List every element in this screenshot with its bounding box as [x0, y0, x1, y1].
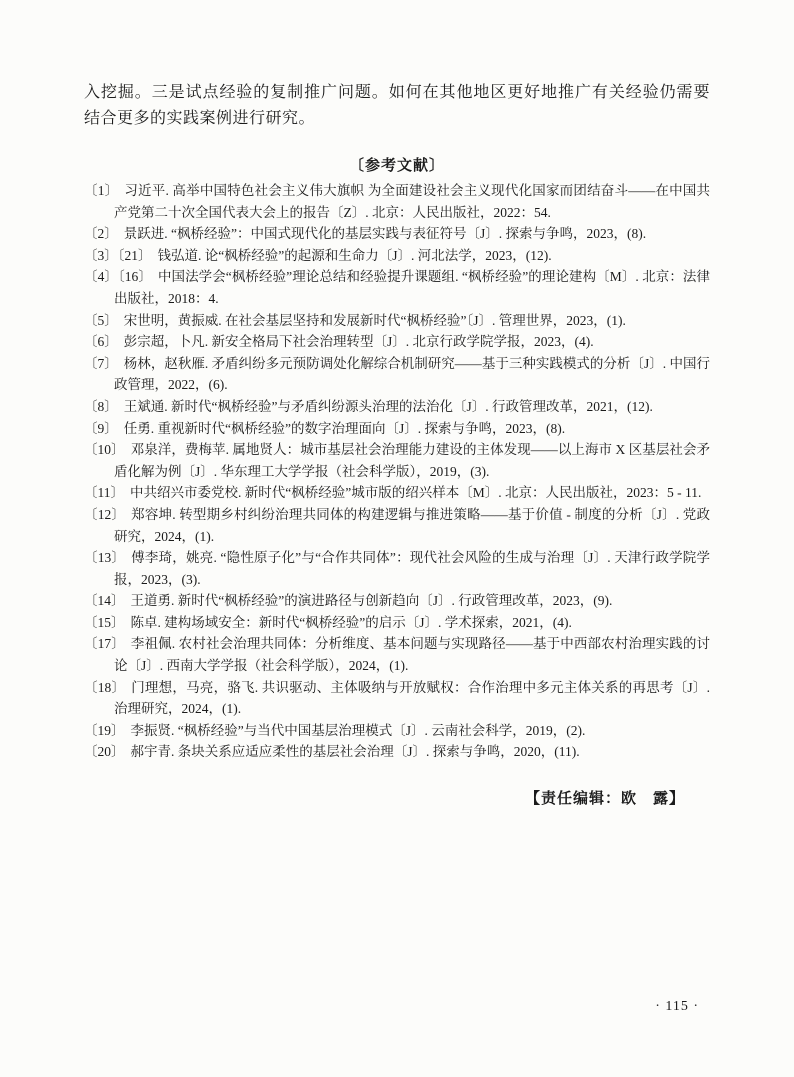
reference-text: 郑容坤. 转型期乡村纠纷治理共同体的构建逻辑与推进策略——基于价值 - 制度的分析〔J〕. 党政研究，2024，(1). — [114, 506, 711, 544]
reference-label: 〔18〕 — [84, 679, 126, 695]
reference-label: 〔19〕 — [84, 722, 125, 738]
reference-item — [84, 720, 710, 742]
reference-text: 景跃进. “枫桥经验”：中国式现代化的基层实践与表征符号〔J〕. 探索与争鸣，2023，(8). — [123, 226, 647, 242]
reference-text: 李振贤. “枫桥经验”与当代中国基层治理模式〔J〕. 云南社会科学，2019，(2). — [130, 722, 586, 738]
reference-text: 彭宗超，卜凡. 新安全格局下社会治理转型〔J〕. 北京行政学院学报，2023，(4). — [123, 334, 594, 350]
reference-item — [84, 547, 710, 590]
reference-label: 〔15〕 — [84, 614, 125, 630]
reference-label: 〔7〕 — [84, 355, 118, 371]
reference-label: 〔4〕〔16〕 — [84, 269, 152, 285]
reference-item — [84, 331, 710, 353]
reference-text: 任勇. 重视新时代“枫桥经验”的数字治理面向〔J〕. 探索与争鸣，2023，(8). — [123, 420, 566, 436]
reference-label: 〔5〕 — [84, 312, 118, 328]
references-list — [84, 180, 710, 763]
reference-item — [84, 396, 710, 418]
reference-text: 王斌通. 新时代“枫桥经验”与矛盾纠纷源头治理的法治化〔J〕. 行政管理改革，2021，(12). — [123, 398, 653, 414]
reference-label: 〔3〕〔21〕 — [84, 247, 152, 263]
reference-item — [84, 504, 710, 547]
reference-text: 傅李琦，姚亮. “隐性原子化”与“合作共同体”：现代社会风险的生成与治理〔J〕. 天津行政学院学报，2023，(3). — [114, 550, 711, 587]
reference-item — [84, 677, 710, 720]
reference-item — [84, 353, 710, 396]
reference-label: 〔13〕 — [84, 550, 126, 566]
reference-label: 〔12〕 — [84, 506, 126, 522]
reference-text: 习近平. 高举中国特色社会主义伟大旗帜 为全面建设社会主义现代化国家而团结奋斗——在中国共产党第二十次全国代表大会上的报告〔Z〕. 北京：人民出版社，2022：54. — [114, 183, 710, 220]
reference-text: 邓泉洋，费梅苹. 属地贤人：城市基层社会治理能力建设的主体发现——以上海市 X 区基层社会矛盾化解为例〔J〕. 华东理工大学学报（社会科学版），2019，(3). — [114, 442, 711, 479]
reference-item — [84, 590, 710, 612]
page-number: · 115 · — [655, 999, 699, 1014]
editor-note: 【责任编辑：欧 露】 — [524, 790, 685, 808]
reference-text: 门理想，马亮，骆飞. 共识驱动、主体吸纳与开放赋权：合作治理中多元主体关系的再思考〔J〕. 治理研究，2024，(1). — [114, 679, 710, 717]
reference-label: 〔20〕 — [84, 744, 125, 760]
reference-label: 〔9〕 — [84, 420, 118, 436]
reference-item — [84, 266, 710, 309]
reference-label: 〔17〕 — [84, 636, 125, 652]
reference-label: 〔10〕 — [84, 442, 125, 458]
reference-text: 李祖佩. 农村社会治理共同体：分析维度、基本问题与实现路径——基于中西部农村治理实践的讨论〔J〕. 西南大学学报（社会科学版），2024，(1). — [114, 636, 711, 674]
reference-text: 郝宇青. 条块关系应适应柔性的基层社会治理〔J〕. 探索与争鸣，2020，(11). — [130, 744, 580, 760]
reference-item — [84, 439, 710, 482]
reference-text: 宋世明，黄振威. 在社会基层坚持和发展新时代“枫桥经验”〔J〕. 管理世界，2023，(1). — [123, 312, 626, 328]
reference-item — [84, 418, 710, 440]
reference-item — [84, 482, 710, 504]
reference-label: 〔1〕 — [84, 183, 119, 198]
reference-text: 中国法学会“枫桥经验”理论总结和经验提升课题组. “枫桥经验”的理论建构〔M〕. 北京：法律出版社，2018：4. — [114, 269, 710, 306]
reference-item — [84, 612, 710, 634]
reference-item — [84, 633, 710, 676]
reference-label: 〔2〕 — [84, 226, 118, 242]
reference-text: 钱弘道. 论“枫桥经验”的起源和生命力〔J〕. 河北法学，2023，(12). — [157, 247, 552, 263]
reference-item — [84, 223, 710, 245]
references-heading: 〔参考文献〕 — [348, 158, 445, 174]
reference-label: 〔11〕 — [84, 485, 124, 501]
reference-item — [84, 180, 710, 223]
reference-text: 陈卓. 建构场域安全：新时代“枫桥经验”的启示〔J〕. 学术探索，2021，(4). — [130, 614, 572, 630]
reference-text: 杨林，赵秋雁. 矛盾纠纷多元预防调处化解综合机制研究——基于三种实践模式的分析〔J〕. 中国行政管理，2022，(6). — [114, 355, 711, 393]
reference-text: 中共绍兴市委党校. 新时代“枫桥经验”城市版的绍兴样本〔M〕. 北京：人民出版社，2023：5 - 11. — [130, 485, 702, 501]
reference-item — [84, 310, 710, 332]
reference-label: 〔14〕 — [84, 593, 125, 609]
reference-text: 王道勇. 新时代“枫桥经验”的演进路径与创新趋向〔J〕. 行政管理改革，2023，(9). — [130, 593, 613, 609]
reference-item — [84, 245, 710, 267]
reference-item — [84, 741, 710, 763]
body-paragraph: 入挖掘。三是试点经验的复制推广问题。如何在其他地区更好地推广有关经验仍需要结合更多的实践案例进行研究。 — [84, 84, 710, 127]
reference-label: 〔8〕 — [84, 398, 118, 414]
reference-label: 〔6〕 — [84, 334, 118, 350]
